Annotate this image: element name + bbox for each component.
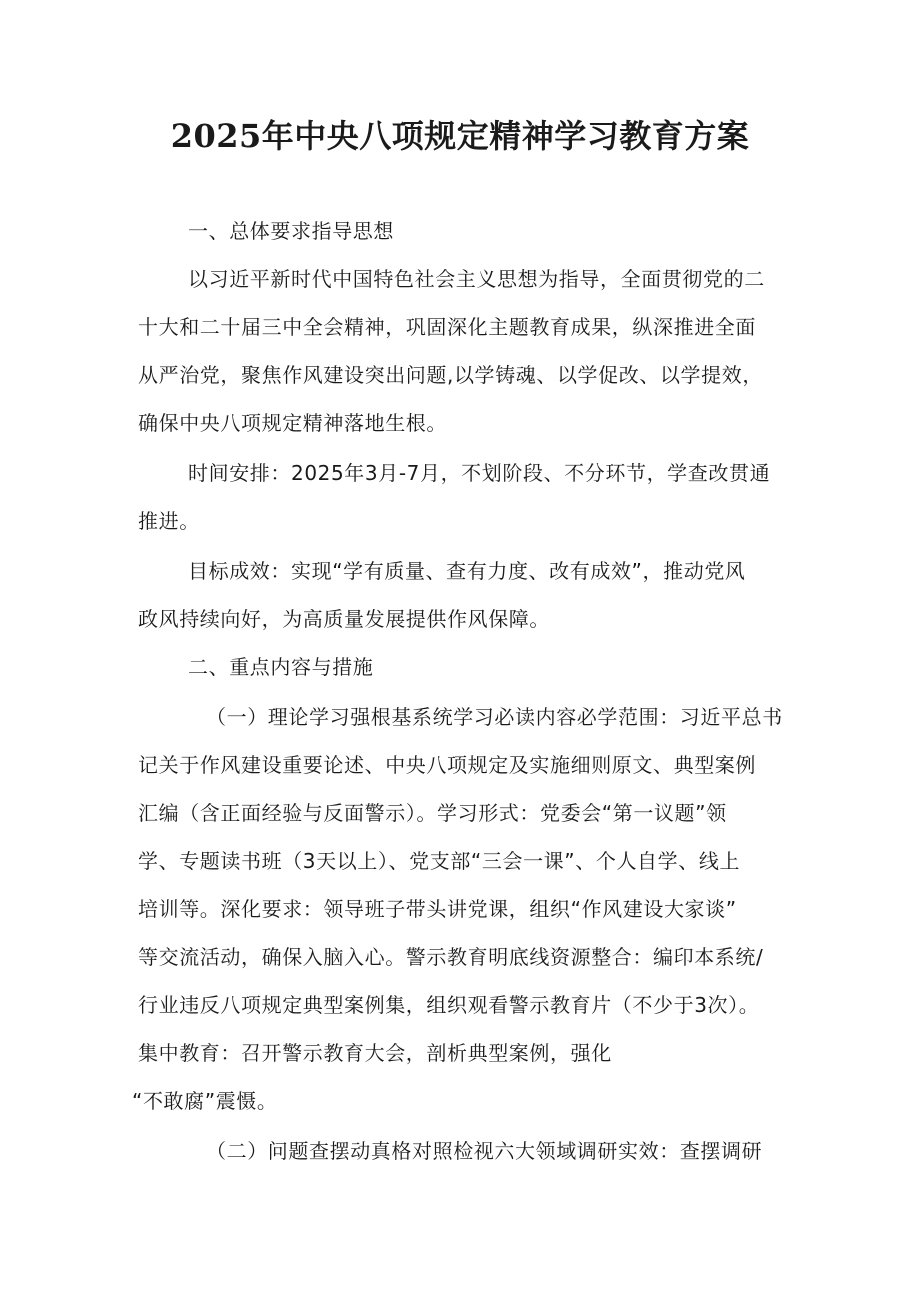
document-title: 2025年中央八项规定精神学习教育方案 (170, 117, 750, 155)
paragraph-line: 记关于作风建设重要论述、中央八项规定及实施细则原文、典型案例 (138, 753, 756, 777)
paragraph-line: 集中教育：召开警示教育大会，剖析典型案例，强化 (138, 1041, 612, 1065)
paragraph-line: 推进。 (138, 509, 200, 533)
paragraph-line: 等交流活动，确保入脑入心。警示教育明底线资源整合：编印本系统/ (138, 945, 764, 969)
paragraph-line: 目标成效：实现“学有质量、查有力度、改有成效”，推动党风 (188, 559, 746, 583)
paragraph-line: 以习近平新时代中国特色社会主义思想为指导，全面贯彻党的二 (188, 267, 765, 291)
paragraph-line: 培训等。深化要求：领导班子带头讲党课，组织“作风建设大家谈” (138, 897, 737, 921)
paragraph-line: 学、专题读书班（3天以上）、党支部“三会一课”、个人自学、线上 (138, 849, 741, 873)
paragraph-line: 政风持续向好，为高质量发展提供作风保障。 (138, 607, 550, 631)
paragraph-line: 十大和二十届三中全会精神，巩固深化主题教育成果，纵深推进全面 (138, 315, 756, 339)
section-heading-1: 一、总体要求指导思想 (188, 219, 394, 243)
paragraph-line: 从严治党，聚焦作风建设突出问题,以学铸魂、以学促改、以学提效， (138, 363, 763, 387)
paragraph-line: （二）问题查摆动真格对照检视六大领域调研实效：查摆调研 (206, 1139, 763, 1163)
paragraph-line: 行业违反八项规定典型案例集，组织观看警示教育片（不少于3次）。 (138, 993, 760, 1017)
section-heading-2: 二、重点内容与措施 (188, 655, 374, 679)
paragraph-line: （一）理论学习强根基系统学习必读内容必学范围：习近平总书 (206, 705, 783, 729)
paragraph-line: 汇编（含正面经验与反面警示）。学习形式：党委会“第一议题”领 (138, 801, 727, 825)
paragraph-line: “不敢腐”震慑。 (132, 1089, 278, 1113)
paragraph-line: 确保中央八项规定精神落地生根。 (138, 411, 447, 435)
paragraph-line: 时间安排：2025年3月-7月，不划阶段、不分环节，学查改贯通 (188, 461, 771, 485)
